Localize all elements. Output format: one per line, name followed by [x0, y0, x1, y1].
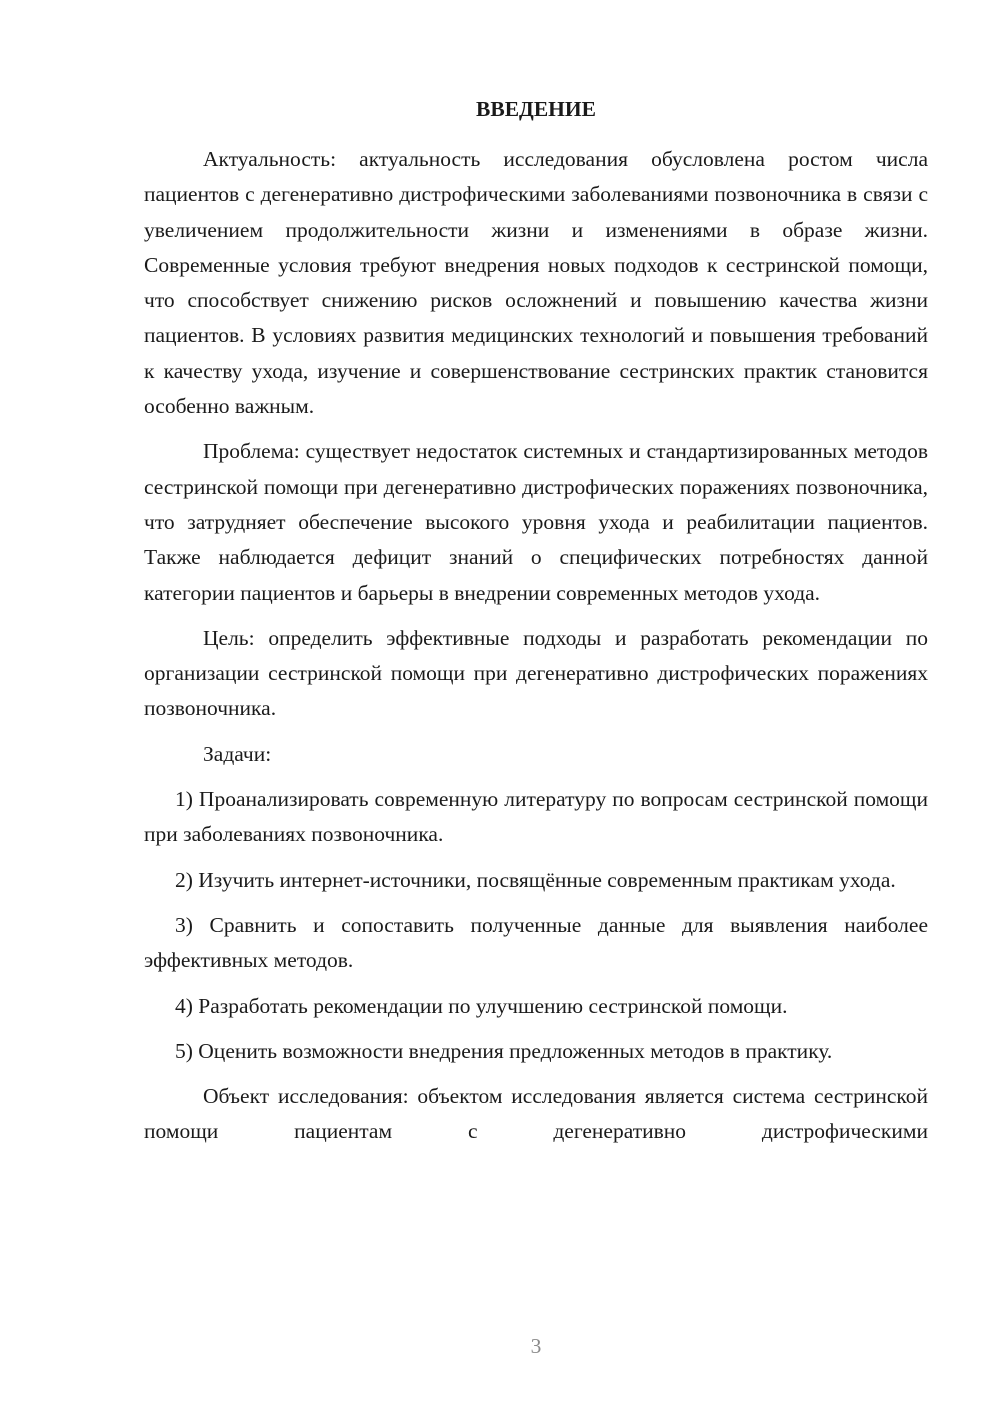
paragraph-relevance: Актуальность: актуальность исследования обусловлена ростом числа пациентов с дегенеративно дистрофическими заболеваниями позвоночника в связи с увеличением продолжительности жизни и изменениями в образе жизни. Современные условия требуют внедрения новых подходов к сестринской помощи, что способствует снижению рисков осложнений и повышению качества жизни пациентов. В условиях развития медицинских технологий и повышения требований к качеству ухода, изучение и совершенствование сестринских практик становится особенно важным. — [144, 147, 928, 419]
paragraph-object: Объект исследования: объектом исследования является система сестринской помощи пациентам с дегенеративно дистрофическими — [144, 1084, 928, 1144]
page-number: 3 — [530, 1334, 542, 1358]
paragraph-problem: Проблема: существует недостаток системных и стандартизированных методов сестринской помощи при дегенеративно дистрофических поражениях позвоночника, что затрудняет обеспечение высокого уровня ухода и реабилитации пациентов. Также наблюдается дефицит знаний о специфических потребностях данной категории пациентов и барьеры в внедрении современных методов ухода. — [144, 439, 928, 605]
task-item-1: 1) Проанализировать современную литературу по вопросам сестринской помощи при заболеваниях позвоночника. — [144, 787, 928, 847]
task-item-5: 5) Оценить возможности внедрения предложенных методов в практику. — [175, 1038, 833, 1063]
task-item-3: 3) Сравнить и сопоставить полученные данные для выявления наиболее эффективных методов. — [144, 912, 928, 973]
task-item-4: 4) Разработать рекомендации по улучшению сестринской помощи. — [175, 993, 788, 1018]
section-heading: ВВЕДЕНИЕ — [476, 97, 596, 121]
task-item-2: 2) Изучить интернет-источники, посвящённые современным практикам ухода. — [175, 867, 896, 892]
paragraph-goal: Цель: определить эффективные подходы и разработать рекомендации по организации сестринской помощи при дегенеративно дистрофических поражениях позвоночника. — [144, 625, 928, 721]
page-content — [144, 92, 928, 1150]
tasks-label: Задачи: — [203, 741, 272, 766]
